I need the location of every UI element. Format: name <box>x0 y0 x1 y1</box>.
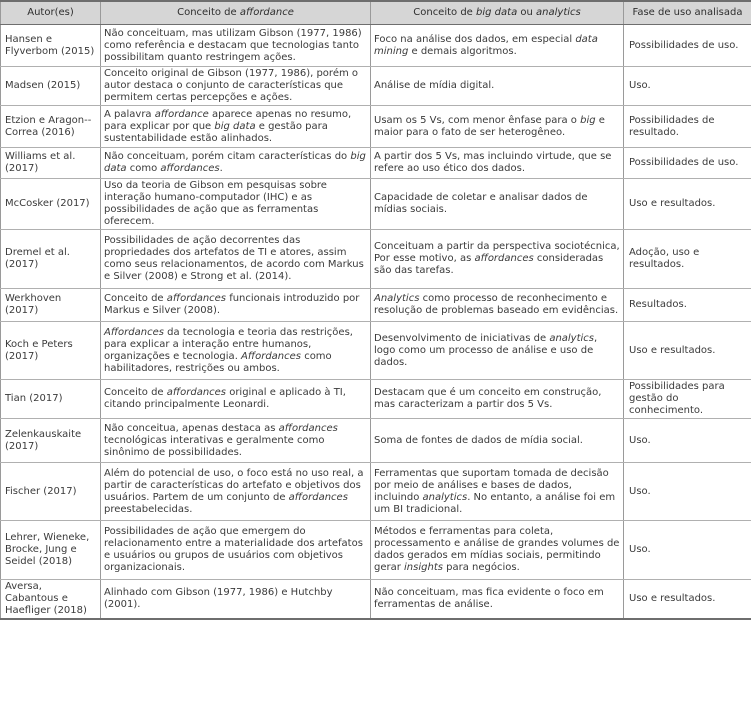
text-segment: funcionais introduzido por Markus e Silver (2008). <box>104 293 360 316</box>
text-segment: Foco na análise dos dados, em especial <box>374 33 576 45</box>
cell-bigdata-concept <box>371 419 624 463</box>
cell-usage-phase: Possibilidades de uso. <box>624 148 751 179</box>
cell-affordance-concept <box>101 322 371 380</box>
text-segment: como <box>126 163 161 174</box>
cell-bigdata-concept <box>371 289 624 322</box>
text-segment: Soma de fontes de dados de mídia social. <box>374 434 583 446</box>
text-segment: original e aplicado à TI, citando principalmente Leonardi. <box>104 387 346 410</box>
cell-author: Williams et al. (2017) <box>1 148 101 179</box>
text-segment: Não conceituam, mas fica evidente o foco em ferramentas de análise. <box>374 587 604 610</box>
cell-affordance-concept <box>101 25 371 67</box>
italic-term: affordance <box>154 108 209 120</box>
text-segment: Conceito original de Gibson (1977, 1986), porém o autor destaca o conjunto de características que permitem certas percepções e ações. <box>104 68 359 103</box>
text-segment: Possibilidades de ação decorrentes das propriedades dos artefatos de TI e atores, assim como seus relacionamentos, de acordo com Markus e Silver (2008) e Strong et al. (2014). <box>104 235 364 282</box>
table-row <box>1 521 751 580</box>
cell-bigdata-concept <box>371 67 624 106</box>
table-row <box>1 230 751 289</box>
cell-affordance-concept <box>101 106 371 148</box>
italic-term: analytics <box>549 332 595 344</box>
cell-author: Zelenkauskaite (2017) <box>1 419 101 463</box>
cell-usage-phase: Resultados. <box>624 289 751 322</box>
cell-affordance-concept <box>101 419 371 463</box>
header-usage-phase: Fase de uso analisada <box>624 1 751 25</box>
cell-affordance-concept <box>101 521 371 580</box>
cell-author: Fischer (2017) <box>1 463 101 521</box>
text-segment: como processo de reconhecimento e resolução de problemas baseado em evidências. <box>374 293 619 316</box>
text-segment: Não conceitua, apenas destaca as <box>104 422 279 434</box>
header-authors: Autor(es) <box>1 1 101 25</box>
text-segment: para negócios. <box>442 562 520 573</box>
text-segment: tecnológicas interativas e geralmente como sinônimo de possibilidades. <box>104 434 325 458</box>
cell-usage-phase: Uso e resultados. <box>624 322 751 380</box>
table-row <box>1 179 751 230</box>
italic-term: Affordances <box>241 350 302 362</box>
italic-term: big data <box>214 120 256 132</box>
text-segment: A partir dos 5 Vs, mas incluindo virtude, que se refere ao uso ético dos dados. <box>374 151 612 174</box>
table-header <box>1 1 751 25</box>
cell-affordance-concept <box>101 230 371 289</box>
cell-bigdata-concept <box>371 230 624 289</box>
cell-affordance-concept <box>101 463 371 521</box>
italic-term: affordances <box>474 253 534 264</box>
text-segment: A palavra <box>104 108 155 120</box>
text-segment: Possibilidades de ação que emergem do relacionamento entre a materialidade dos artefatos e usuários ou grupos de usuários com objetivos organizacionais. <box>104 526 363 573</box>
text-segment: preestabelecidas. <box>104 503 193 515</box>
italic-term: affordances <box>166 387 227 398</box>
text-segment: Conceito de <box>104 387 167 398</box>
table-row <box>1 289 751 322</box>
cell-author: Koch e Peters (2017) <box>1 322 101 380</box>
italic-term: affordances <box>288 491 348 503</box>
table-body <box>1 25 751 620</box>
cell-usage-phase: Uso. <box>624 67 751 106</box>
text-segment: e demais algoritmos. <box>408 45 517 57</box>
italic-term: big data <box>104 151 366 174</box>
cell-usage-phase: Uso e resultados. <box>624 580 751 620</box>
italic-term: insights <box>404 562 443 573</box>
cell-author: Dremel et al. (2017) <box>1 230 101 289</box>
header-row <box>1 1 751 25</box>
text-segment: Desenvolvimento de iniciativas de <box>374 332 550 344</box>
text-segment: Conceito de <box>104 293 167 304</box>
cell-affordance-concept <box>101 67 371 106</box>
table-row <box>1 67 751 106</box>
cell-affordance-concept <box>101 179 371 230</box>
text-segment: consideradas são das tarefas. <box>374 253 604 276</box>
text-segment: . No entanto, a análise foi em um BI tradicional. <box>374 491 616 515</box>
text-segment: Conceituam a partir da perspectiva sociotécnica, Por esse motivo, as <box>374 241 620 264</box>
cell-usage-phase: Possibilidades de resultado. <box>624 106 751 148</box>
italic-term: Analytics <box>374 293 420 304</box>
text-segment: da tecnologia e teoria das restrições, para explicar a interação entre humanos, organizações e tecnologia. <box>104 326 353 362</box>
cell-bigdata-concept <box>371 25 624 67</box>
italic-term: big <box>580 114 596 126</box>
text-segment: aparece apenas no resumo, para explicar por que <box>104 108 352 132</box>
text-segment: Alinhado com Gibson (1977, 1986) e Hutchby (2001). <box>104 587 333 610</box>
text-segment: Análise de mídia digital. <box>374 80 495 91</box>
text-segment: e maior para o fato de ser heterogêneo. <box>374 114 605 138</box>
cell-usage-phase: Uso e resultados. <box>624 179 751 230</box>
cell-usage-phase: Uso. <box>624 521 751 580</box>
italic-term: data mining <box>374 33 598 57</box>
cell-author: Madsen (2015) <box>1 67 101 106</box>
table-row <box>1 463 751 521</box>
cell-usage-phase: Possibilidades para gestão do conhecimento. <box>624 380 751 419</box>
cell-usage-phase: Possibilidades de uso. <box>624 25 751 67</box>
cell-bigdata-concept <box>371 148 624 179</box>
table-row <box>1 106 751 148</box>
cell-usage-phase: Adoção, uso e resultados. <box>624 230 751 289</box>
cell-bigdata-concept <box>371 580 624 620</box>
cell-affordance-concept <box>101 289 371 322</box>
cell-author: Tian (2017) <box>1 380 101 419</box>
italic-term: affordances <box>160 163 220 174</box>
cell-author: Werkhoven (2017) <box>1 289 101 322</box>
text-segment: Não conceituam, mas utilizam Gibson (1977, 1986) como referência e destacam que tecnologias tanto possibilitam quanto restringem ações. <box>104 27 362 63</box>
text-segment: Métodos e ferramentas para coleta, processamento e análise de grandes volumes de dados gerados em mídias sociais, permitindo gerar <box>374 526 620 573</box>
italic-term: affordances <box>278 422 338 434</box>
cell-usage-phase: Uso. <box>624 463 751 521</box>
text-segment: . <box>219 163 223 174</box>
table-row <box>1 580 751 620</box>
text-segment: Além do potencial de uso, o foco está no uso real, a partir de características do artefato e objetivos dos usuários. Partem de um conjunto de <box>104 467 364 503</box>
text-segment: Ferramentas que suportam tomada de decisão por meio de análises e bases de dados, incluindo <box>374 467 609 503</box>
cell-author: Aversa, Cabantous e Haefliger (2018) <box>1 580 101 620</box>
cell-author: Hansen e Flyverbom (2015) <box>1 25 101 67</box>
cell-bigdata-concept <box>371 521 624 580</box>
text-segment: Uso da teoria de Gibson em pesquisas sobre interação humano-computador (IHC) e as possibilidades de ação que as ferramentas oferecem. <box>104 180 327 227</box>
text-segment: Usam os 5 Vs, com menor ênfase para o <box>374 114 581 126</box>
table-row <box>1 25 751 67</box>
italic-term: analytics <box>422 491 468 503</box>
text-segment: Destacam que é um conceito em construção, mas caracterizam a partir dos 5 Vs. <box>374 387 602 410</box>
cell-affordance-concept <box>101 380 371 419</box>
italic-term: Affordances <box>104 326 164 338</box>
text-segment: como habilitadores, restrições ou ambos. <box>104 350 332 374</box>
cell-affordance-concept <box>101 580 371 620</box>
cell-author: McCosker (2017) <box>1 179 101 230</box>
table-row <box>1 148 751 179</box>
table-row <box>1 322 751 380</box>
cell-author: Etzion e Aragon--Correa (2016) <box>1 106 101 148</box>
text-segment: Não conceituam, porém citam características do <box>104 151 351 162</box>
text-segment: e gestão para sustentabilidade estão alinhados. <box>104 120 328 144</box>
text-segment: , logo como um processo de análise e uso de dados. <box>374 332 598 368</box>
cell-bigdata-concept <box>371 179 624 230</box>
table-row <box>1 380 751 419</box>
text-segment: Capacidade de coletar e analisar dados de mídias sociais. <box>374 192 588 215</box>
italic-term: affordances <box>166 293 227 304</box>
table-row <box>1 419 751 463</box>
cell-usage-phase: Uso. <box>624 419 751 463</box>
cell-affordance-concept <box>101 148 371 179</box>
cell-bigdata-concept <box>371 322 624 380</box>
cell-bigdata-concept <box>371 106 624 148</box>
cell-author: Lehrer, Wieneke, Brocke, Jung e Seidel (2018) <box>1 521 101 580</box>
cell-bigdata-concept <box>371 380 624 419</box>
cell-bigdata-concept <box>371 463 624 521</box>
header-affordance-concept: Conceito de affordance <box>101 1 371 25</box>
header-bigdata-concept: Conceito de big data ou analytics <box>371 1 624 25</box>
